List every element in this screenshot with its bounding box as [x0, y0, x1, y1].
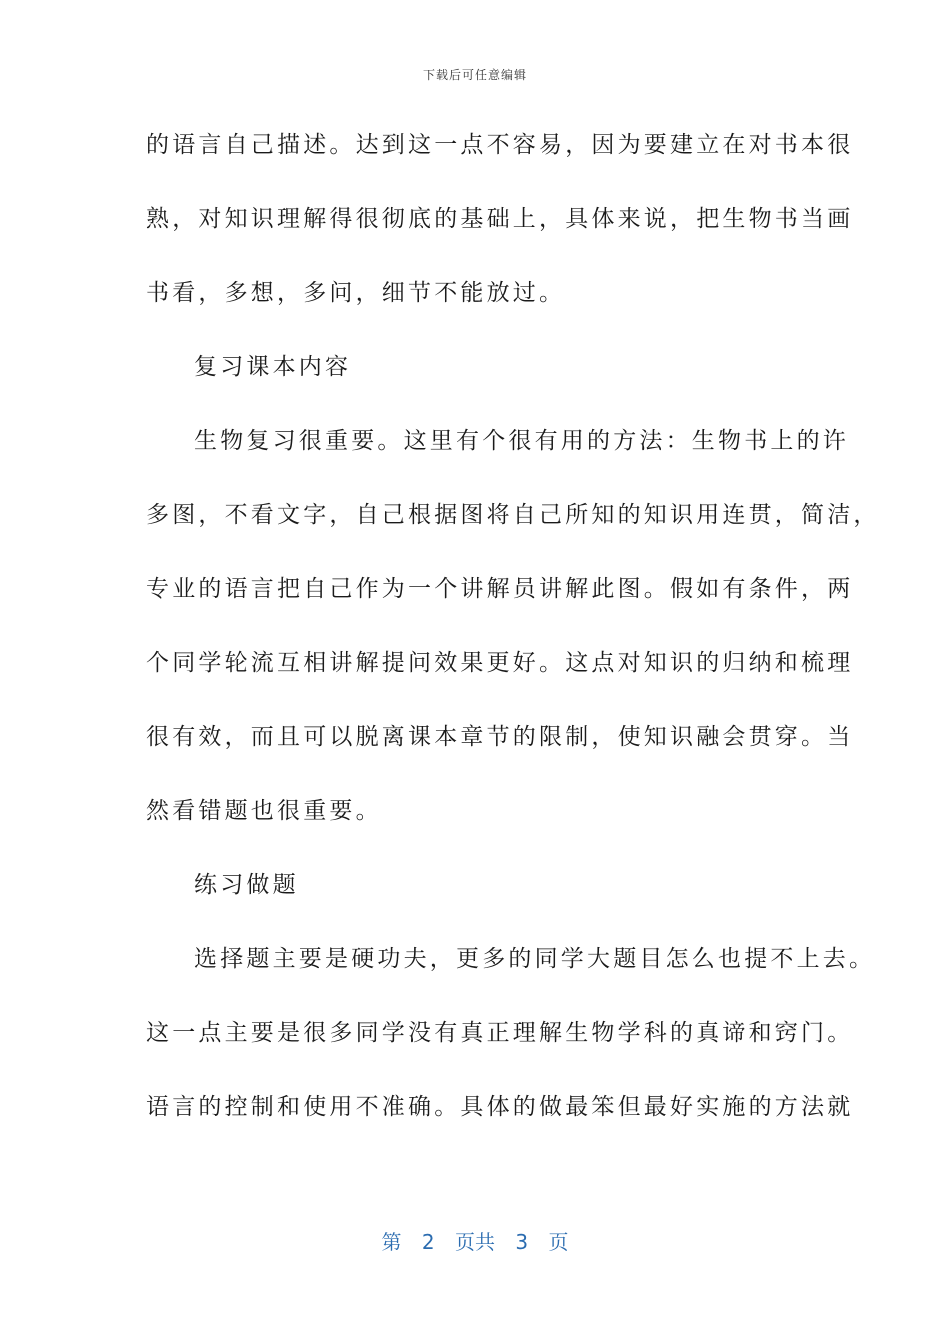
body-line: 选择题主要是硬功夫，更多的同学大题目怎么也提不上去。: [194, 946, 876, 972]
body-line: 很有效，而且可以脱离课本章节的限制，使知识融会贯穿。当: [146, 724, 854, 750]
body-line: 个同学轮流互相讲解提问效果更好。这点对知识的归纳和梳理: [146, 650, 854, 676]
body-line: 语言的控制和使用不准确。具体的做最笨但最好实施的方法就: [146, 1094, 854, 1120]
page-footer: [0, 1226, 950, 1255]
body-line: 专业的语言把自己作为一个讲解员讲解此图。假如有条件，两: [146, 576, 854, 602]
footer-middle: 页共: [455, 1230, 495, 1254]
body-line: 书看，多想，多问，细节不能放过。: [146, 280, 566, 306]
body-line: 生物复习很重要。这里有个很有用的方法：生物书上的许: [194, 428, 849, 454]
body-line: 熟，对知识理解得很彻底的基础上，具体来说，把生物书当画: [146, 206, 854, 232]
total-pages-number: 3: [515, 1230, 529, 1254]
footer-prefix: 第: [381, 1230, 402, 1254]
body-line: 多图，不看文字，自己根据图将自己所知的知识用连贯，简洁，: [146, 502, 880, 528]
section-heading: 练习做题: [194, 872, 299, 898]
footer-suffix: 页: [548, 1230, 569, 1254]
page-header: 下载后可任意编辑: [422, 68, 527, 82]
body-line: 的语言自己描述。达到这一点不容易，因为要建立在对书本很: [146, 132, 854, 158]
current-page-number: 2: [421, 1230, 435, 1254]
body-line: 这一点主要是很多同学没有真正理解生物学科的真谛和窍门。: [146, 1020, 854, 1046]
body-line: 然看错题也很重要。: [146, 798, 382, 824]
section-heading: 复习课本内容: [194, 354, 352, 380]
